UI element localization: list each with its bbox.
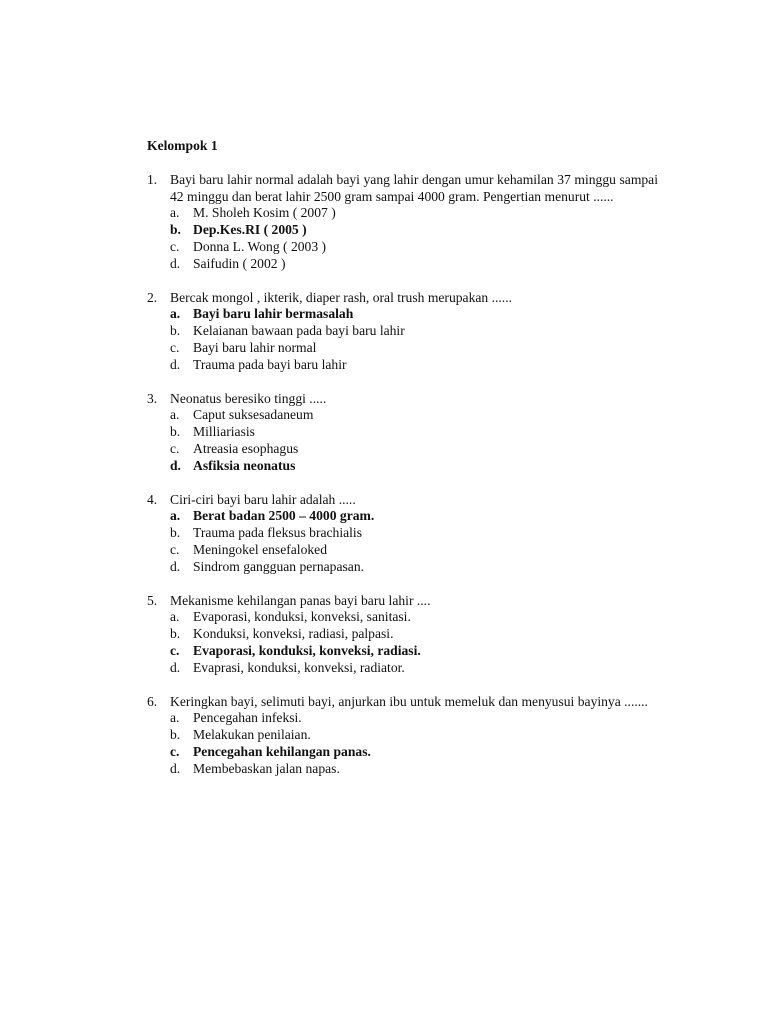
option-text: Milliariasis bbox=[193, 424, 255, 440]
answer-option bbox=[170, 542, 658, 559]
answer-option bbox=[170, 424, 658, 441]
option-text: Trauma pada bayi baru lahir bbox=[193, 356, 347, 372]
option-text: Evaprasi, konduksi, konveksi, radiator. bbox=[193, 659, 405, 675]
option-text: Caput suksesadaneum bbox=[193, 407, 314, 423]
document-page bbox=[147, 138, 658, 795]
answer-option-correct bbox=[170, 306, 658, 323]
option-letter: d. bbox=[170, 760, 181, 776]
option-letter: d. bbox=[170, 659, 181, 675]
question-row bbox=[147, 391, 658, 408]
option-letter: c. bbox=[170, 642, 180, 658]
option-text: Kelaianan bawaan pada bayi baru lahir bbox=[193, 323, 405, 339]
question-row bbox=[147, 290, 658, 307]
option-letter: a. bbox=[170, 710, 180, 726]
question-row bbox=[147, 172, 658, 206]
option-text: Pencegahan infeksi. bbox=[193, 710, 302, 726]
option-letter: d. bbox=[170, 255, 181, 271]
option-letter: c. bbox=[170, 541, 180, 557]
option-letter: d. bbox=[170, 356, 181, 372]
answer-option-correct bbox=[170, 222, 658, 239]
option-letter: c. bbox=[170, 440, 180, 456]
option-text: Bayi baru lahir bermasalah bbox=[193, 306, 354, 322]
answer-option bbox=[170, 239, 658, 256]
option-text: Sindrom gangguan pernapasan. bbox=[193, 558, 365, 574]
option-letter: b. bbox=[170, 626, 181, 642]
option-list bbox=[170, 306, 658, 373]
question-number: 4. bbox=[147, 491, 158, 507]
option-list bbox=[170, 508, 658, 575]
answer-option-correct bbox=[170, 458, 658, 475]
question-3 bbox=[147, 391, 658, 475]
option-letter: d. bbox=[170, 558, 181, 574]
question-number: 1. bbox=[147, 171, 158, 187]
question-4 bbox=[147, 492, 658, 576]
option-letter: c. bbox=[170, 743, 180, 759]
answer-option bbox=[170, 626, 658, 643]
answer-option-correct bbox=[170, 744, 658, 761]
option-letter: b. bbox=[170, 525, 181, 541]
option-text: Bayi baru lahir normal bbox=[193, 339, 317, 355]
option-text: M. Sholeh Kosim ( 2007 ) bbox=[193, 205, 336, 221]
option-list bbox=[170, 407, 658, 474]
option-list bbox=[170, 205, 658, 272]
question-number: 2. bbox=[147, 289, 158, 305]
page-title: Kelompok 1 bbox=[147, 138, 218, 153]
option-text: Membebaskan jalan napas. bbox=[193, 760, 340, 776]
option-letter: a. bbox=[170, 407, 180, 423]
question-text: Neonatus beresiko tinggi ..... bbox=[170, 390, 327, 406]
option-text: Meningokel ensefaloked bbox=[193, 541, 328, 557]
answer-option bbox=[170, 357, 658, 374]
option-list bbox=[170, 609, 658, 676]
option-text: Evaporasi, konduksi, konveksi, radiasi. bbox=[193, 642, 421, 658]
answer-option bbox=[170, 407, 658, 424]
answer-option bbox=[170, 559, 658, 576]
option-letter: c. bbox=[170, 339, 180, 355]
option-letter: c. bbox=[170, 238, 180, 254]
question-2 bbox=[147, 290, 658, 374]
option-text: Asfiksia neonatus bbox=[193, 457, 296, 473]
question-text: Ciri-ciri bayi baru lahir adalah ..... bbox=[170, 491, 356, 507]
answer-option bbox=[170, 205, 658, 222]
option-text: Dep.Kes.RI ( 2005 ) bbox=[193, 222, 307, 238]
answer-option bbox=[170, 727, 658, 744]
answer-option bbox=[170, 710, 658, 727]
answer-option bbox=[170, 340, 658, 357]
question-row bbox=[147, 694, 658, 711]
answer-option bbox=[170, 256, 658, 273]
option-text: Trauma pada fleksus brachialis bbox=[193, 525, 362, 541]
option-letter: d. bbox=[170, 457, 181, 473]
option-text: Konduksi, konveksi, radiasi, palpasi. bbox=[193, 626, 394, 642]
question-5 bbox=[147, 593, 658, 677]
question-text: Keringkan bayi, selimuti bayi, anjurkan ibu untuk memeluk dan menyusui bayinya ....... bbox=[170, 693, 648, 709]
option-text: Berat badan 2500 – 4000 gram. bbox=[193, 508, 375, 524]
question-row bbox=[147, 593, 658, 610]
answer-option bbox=[170, 609, 658, 626]
question-number: 3. bbox=[147, 390, 158, 406]
option-letter: b. bbox=[170, 222, 181, 238]
question-text: Bercak mongol , ikterik, diaper rash, oral trush merupakan ...... bbox=[170, 289, 513, 305]
option-text: Saifudin ( 2002 ) bbox=[193, 255, 286, 271]
question-6 bbox=[147, 694, 658, 778]
answer-option bbox=[170, 441, 658, 458]
option-text: Melakukan penilaian. bbox=[193, 727, 311, 743]
option-text: Evaporasi, konduksi, konveksi, sanitasi. bbox=[193, 609, 411, 625]
question-1 bbox=[147, 172, 658, 273]
option-letter: a. bbox=[170, 205, 180, 221]
question-text: Bayi baru lahir normal adalah bayi yang lahir dengan umur kehamilan 37 minggu sampai 42 minggu dan berat lahir 2500 gram sampai 4000 gram. Pengertian menurut ...... bbox=[170, 171, 658, 204]
answer-option-correct bbox=[170, 643, 658, 660]
option-text: Atreasia esophagus bbox=[193, 440, 299, 456]
option-text: Pencegahan kehilangan panas. bbox=[193, 743, 371, 759]
option-letter: a. bbox=[170, 508, 181, 524]
question-number: 6. bbox=[147, 693, 158, 709]
question-text: Mekanisme kehilangan panas bayi baru lahir .... bbox=[170, 592, 431, 608]
option-letter: b. bbox=[170, 424, 181, 440]
answer-option bbox=[170, 761, 658, 778]
answer-option-correct bbox=[170, 508, 658, 525]
option-letter: b. bbox=[170, 323, 181, 339]
option-letter: b. bbox=[170, 727, 181, 743]
answer-option bbox=[170, 660, 658, 677]
question-list bbox=[147, 172, 658, 778]
option-text: Donna L. Wong ( 2003 ) bbox=[193, 238, 327, 254]
option-letter: a. bbox=[170, 609, 180, 625]
option-letter: a. bbox=[170, 306, 181, 322]
question-number: 5. bbox=[147, 592, 158, 608]
answer-option bbox=[170, 525, 658, 542]
question-row bbox=[147, 492, 658, 509]
option-list bbox=[170, 710, 658, 777]
answer-option bbox=[170, 323, 658, 340]
